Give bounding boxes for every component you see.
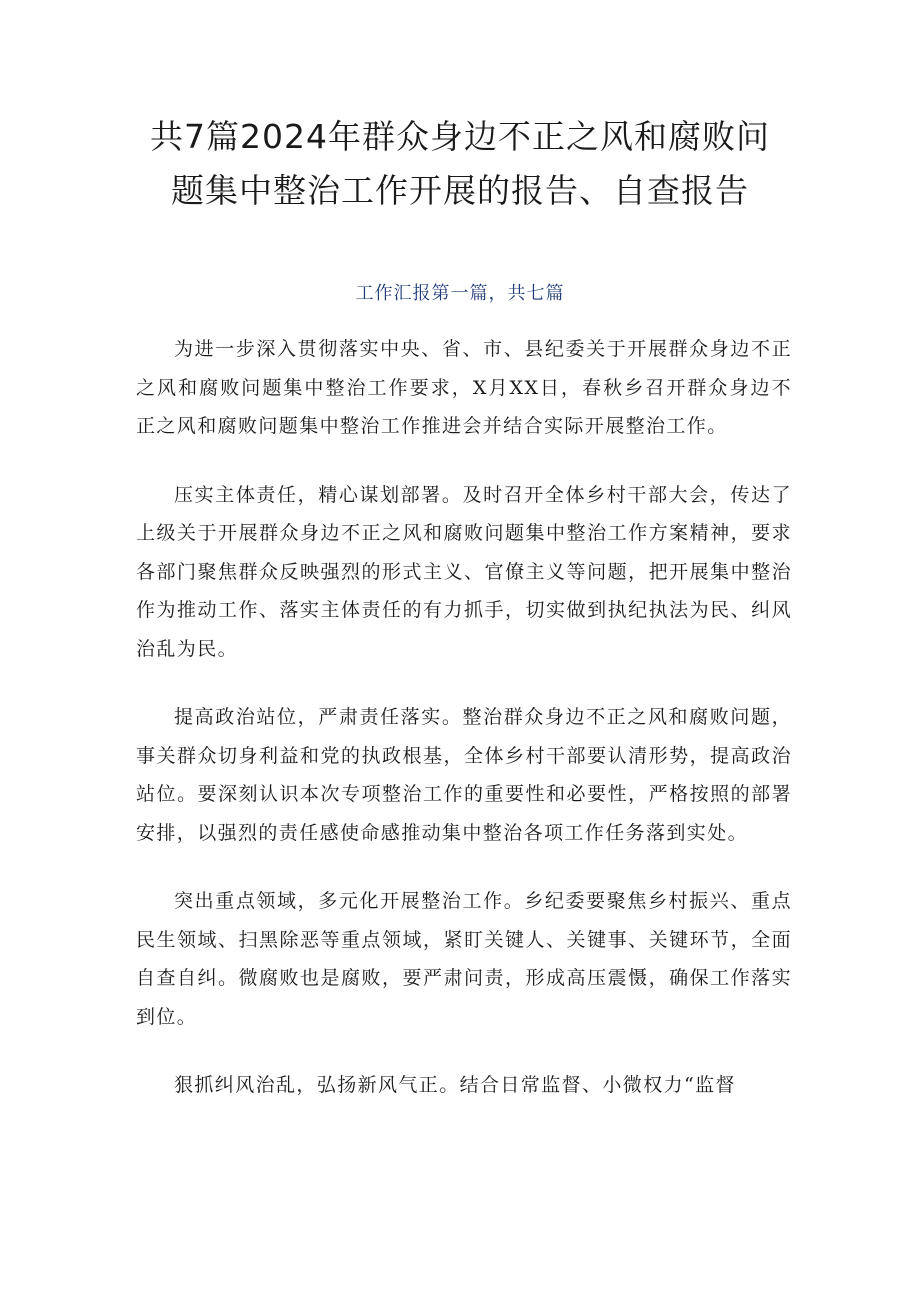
paragraph-2: 压实主体责任，精心谋划部署。及时召开全体乡村干部大会，传达了上级关于开展群众身边不正之风和腐败问题集中整治工作方案精神，要求各部门聚焦群众反映强烈的形式主义、官僚主义等问题，把开展集中整治作为推动工作、落实主体责任的有力抓手，切实做到执纪执法为民、纠风治乱为民。 <box>136 483 792 660</box>
title-line-1: 共7篇2024年群众身边不正之风和腐败问 <box>150 117 770 156</box>
document-title <box>120 110 800 218</box>
document-body <box>136 330 792 1135</box>
paragraph-3: 提高政治站位，严肃责任落实。整治群众身边不正之风和腐败问题，事关群众切身利益和党的执政根基，全体乡村干部要认清形势，提高政治站位。要深刻认识本次专项整治工作的重要性和必要性，严格按照的部署安排，以强烈的责任感使命感推动集中整治各项工作任务落到实处。 <box>136 706 792 844</box>
title-line-2: 题集中整治工作开展的报告、自查报告 <box>171 171 749 210</box>
section-subtitle: 工作汇报第一篇，共七篇 <box>355 283 565 304</box>
paragraph-1: 为进一步深入贯彻落实中央、省、市、县纪委关于开展群众身边不正之风和腐败问题集中整治工作要求，X月XX日，春秋乡召开群众身边不正之风和腐败问题集中整治工作推进会并结合实际开展整治工作。 <box>136 338 792 437</box>
paragraph-5: 狠抓纠风治乱，弘扬新风气正。结合日常监督、小微权力“监督 <box>174 1074 736 1096</box>
paragraph-4: 突出重点领域，多元化开展整治工作。乡纪委要聚焦乡村振兴、重点民生领域、扫黑除恶等重点领域，紧盯关键人、关键事、关键环节，全面自查自纠。微腐败也是腐败，要严肃问责，形成高压震慑，确保工作落实到位。 <box>136 890 792 1028</box>
